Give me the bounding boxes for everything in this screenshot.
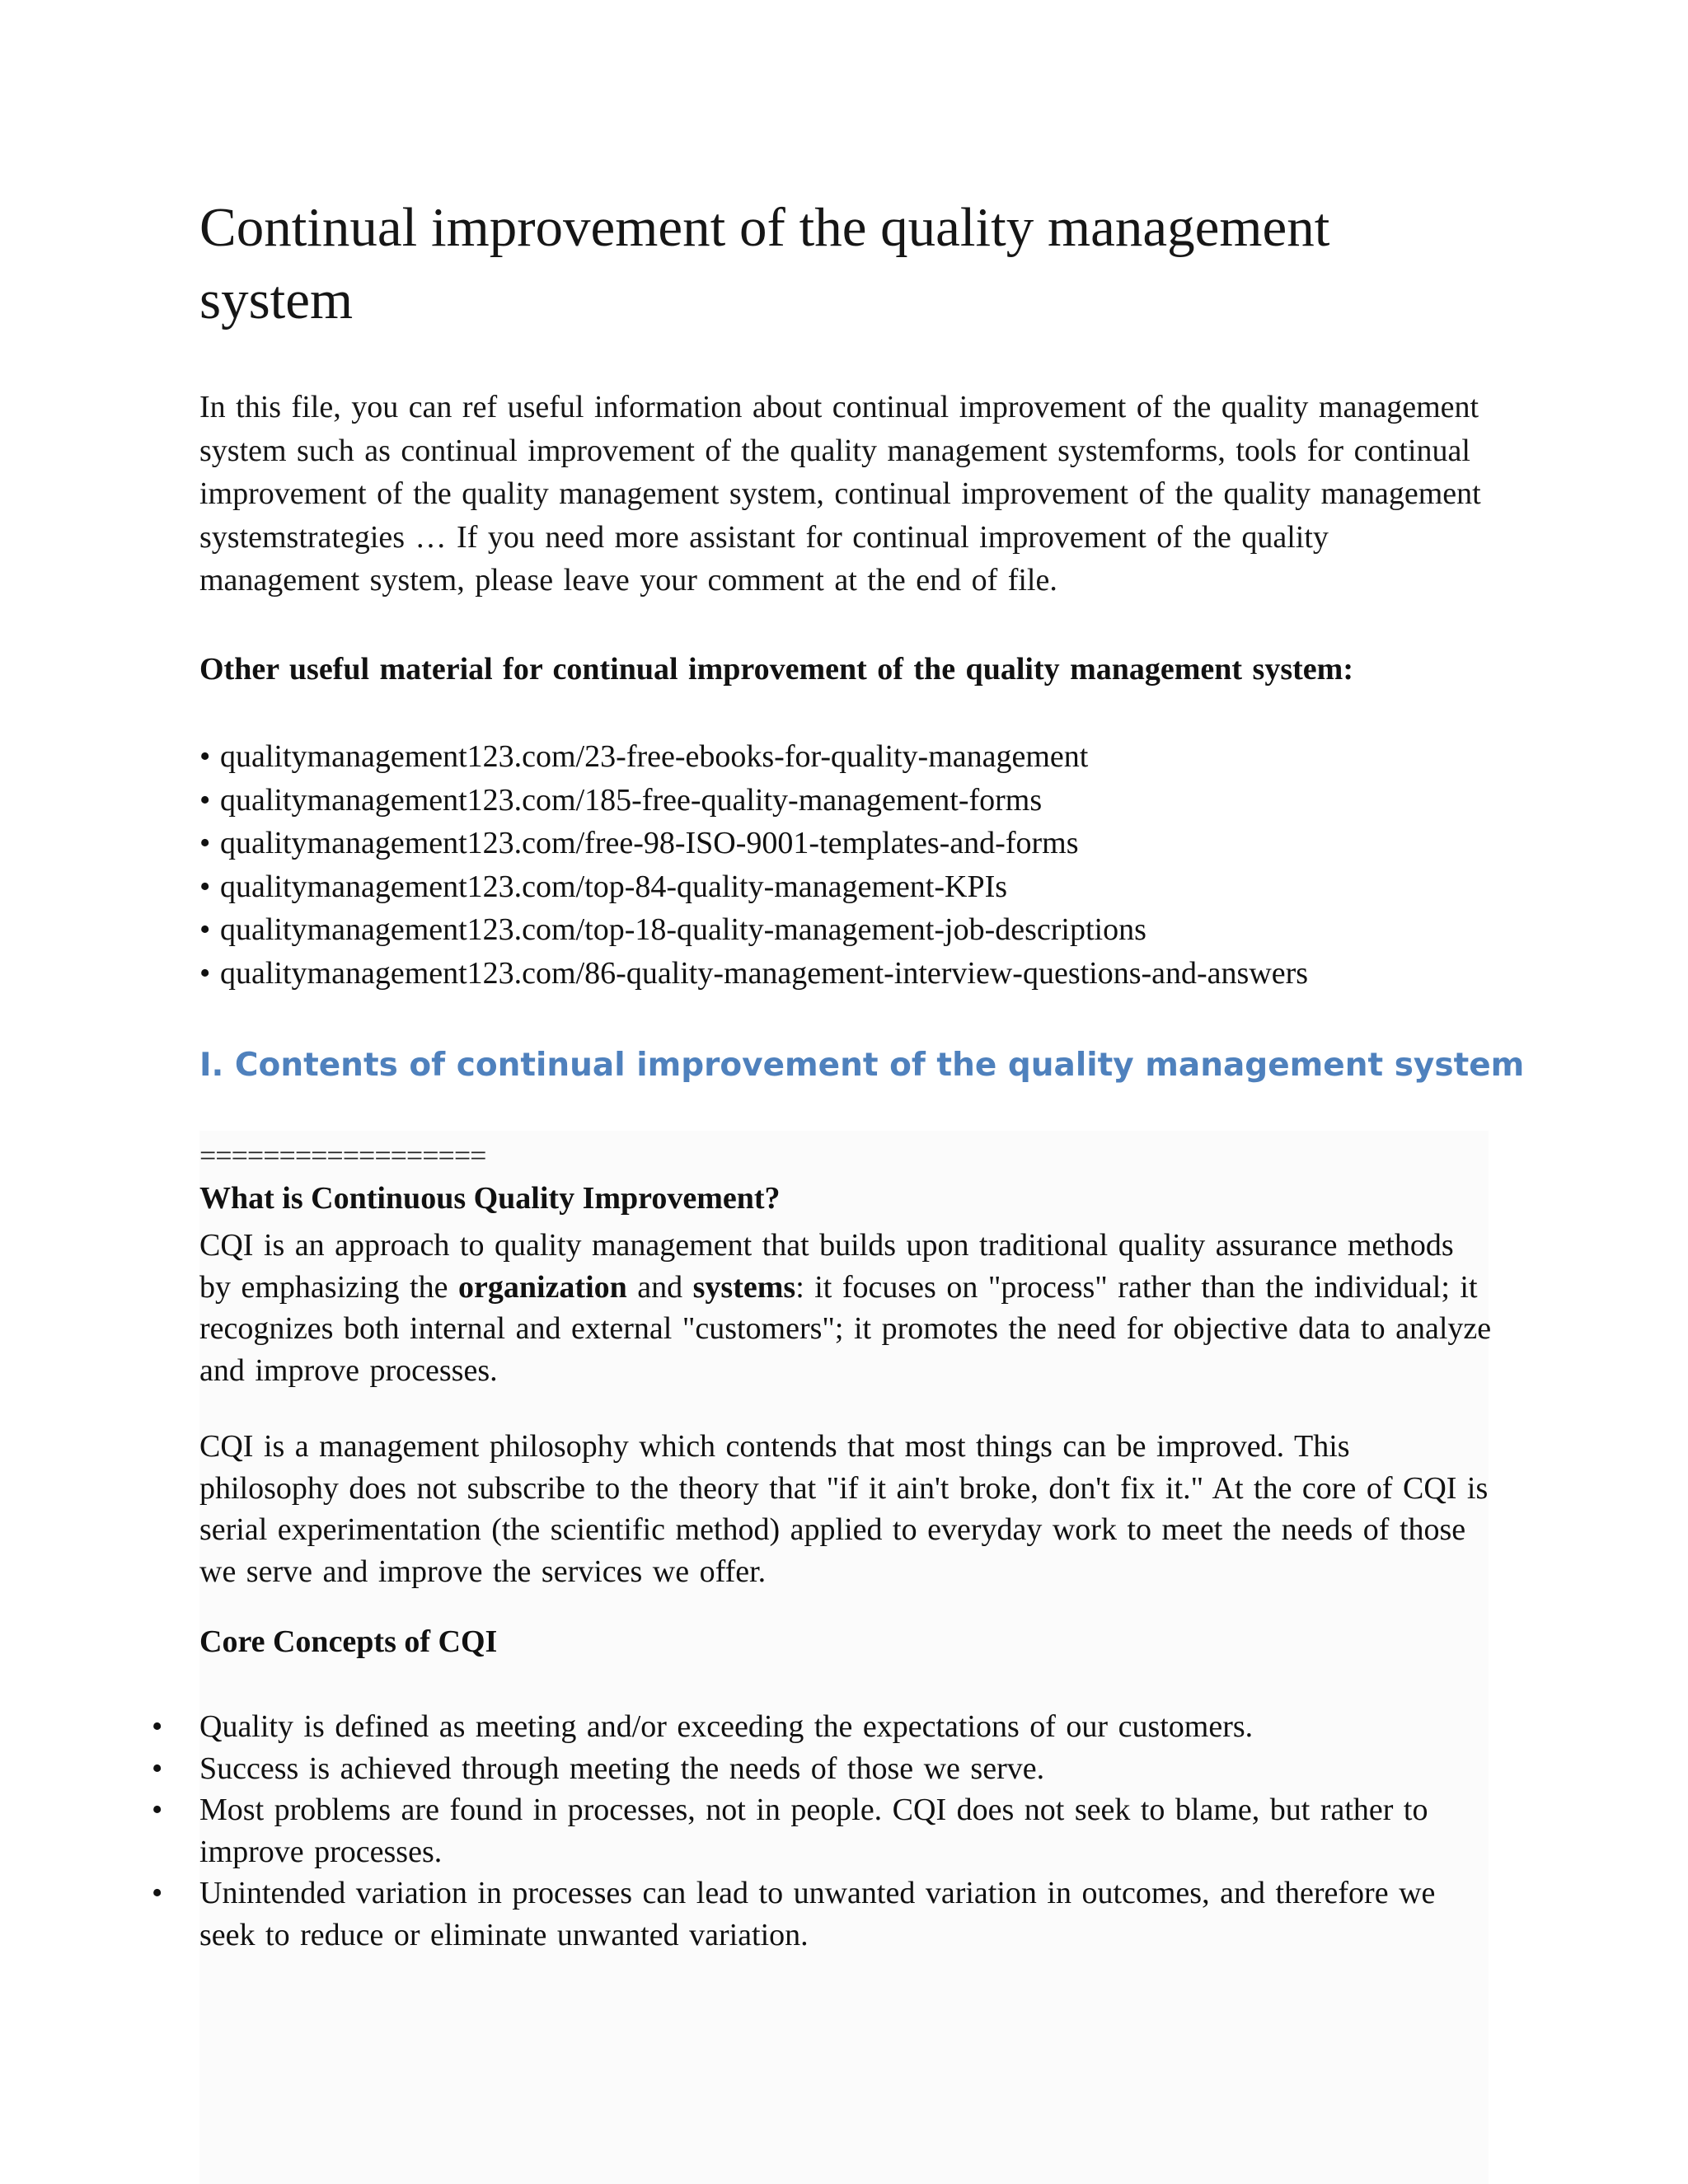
list-item [150, 1748, 1493, 1790]
resource-link[interactable] [199, 822, 1308, 865]
emphasis-organization: organization [457, 1269, 627, 1305]
resource-link-text[interactable]: qualitymanagement123.com/top-18-quality-management-job-descriptions [220, 912, 1146, 947]
paragraph-text: and [626, 1269, 693, 1305]
resource-link-text[interactable]: qualitymanagement123.com/185-free-quality-management-forms [220, 782, 1043, 818]
paragraph-text: : it focuses on "process" rather than the individual; it recognizes both internal and external "customers"; it promotes the need for objective data to analyze and improve processes. [199, 1269, 1492, 1388]
resource-link-list [199, 735, 1308, 995]
core-concepts-list [150, 1706, 1493, 1956]
resource-link[interactable] [199, 865, 1308, 909]
paragraph-text: CQI is an approach to quality management that builds upon traditional quality assurance methods by emphasizing the [199, 1228, 1454, 1305]
resource-link[interactable] [199, 908, 1308, 952]
bullet-icon: • [199, 869, 211, 904]
list-item [150, 1706, 1493, 1748]
bullet-icon: • [199, 912, 211, 947]
resource-link[interactable] [199, 735, 1308, 779]
list-item-text: Most problems are found in processes, not in people. CQI does not seek to blame, but rather to improve processes. [199, 1793, 1428, 1869]
text-divider: ================== [199, 1139, 486, 1172]
list-item-text: Success is achieved through meeting the needs of those we serve. [199, 1750, 1045, 1786]
resource-link-text[interactable]: qualitymanagement123.com/free-98-ISO-9001-templates-and-forms [220, 826, 1079, 860]
bullet-icon: • [152, 1793, 163, 1827]
section-heading: I. Contents of continual improvement of the quality management system [199, 1047, 1525, 1084]
bullet-icon: • [152, 1709, 163, 1744]
cqi-definition-paragraph [199, 1225, 1493, 1391]
resource-link-text[interactable]: qualitymanagement123.com/86-quality-management-interview-questions-and-answers [220, 955, 1309, 991]
core-concepts-heading: Core Concepts of CQI [199, 1624, 498, 1659]
resource-link[interactable] [199, 779, 1308, 823]
bullet-icon: • [199, 782, 211, 818]
list-item-text: Unintended variation in processes can lead to unwanted variation in outcomes, and therefore we seek to reduce or eliminate unwanted variation. [199, 1876, 1436, 1952]
emphasis-systems: systems [692, 1269, 796, 1305]
resource-link-text[interactable]: qualitymanagement123.com/23-free-ebooks-for-quality-management [220, 739, 1089, 774]
cqi-philosophy-paragraph: CQI is a management philosophy which contends that most things can be improved. This philosophy does not subscribe to the theory that "if it ain't broke, don't fix it." At the core of CQI is serial experimentation (the scientific method) applied to everyday work to meet the needs of those we serve and improve the services we offer. [199, 1429, 1489, 1589]
bullet-icon: • [152, 1876, 163, 1910]
page-title: Continual improvement of the quality management system [199, 197, 1330, 330]
other-material-heading: Other useful material for continual improvement of the quality management system: [199, 652, 1353, 687]
list-item [150, 1872, 1493, 1956]
resource-link-text[interactable]: qualitymanagement123.com/top-84-quality-management-KPIs [220, 869, 1008, 904]
resource-link[interactable] [199, 952, 1308, 996]
list-item-text: Quality is defined as meeting and/or exceeding the expectations of our customers. [199, 1709, 1254, 1744]
cqi-definition-heading: What is Continuous Quality Improvement? [199, 1181, 781, 1216]
bullet-icon: • [199, 955, 211, 991]
bullet-icon: • [199, 739, 211, 774]
bullet-icon: • [199, 826, 211, 860]
intro-paragraph: In this file, you can ref useful information about continual improvement of the quality management system such as continual improvement of the quality management systemforms, tools for continual improvement of the quality management system, continual improvement of the quality management systemstrategies … If you need more assistant for continual improvement of the quality management system, please leave your comment at the end of file. [199, 390, 1481, 598]
bullet-icon: • [152, 1750, 163, 1786]
list-item [150, 1789, 1493, 1872]
